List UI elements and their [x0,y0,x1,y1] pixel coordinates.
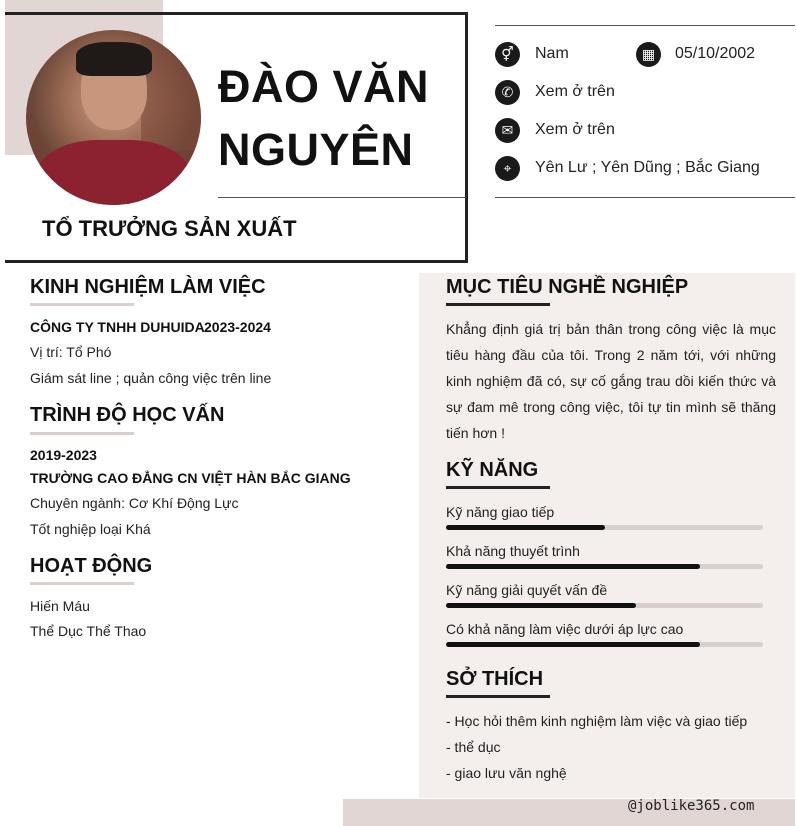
education-major: Chuyên ngành: Cơ Khí Động Lực [30,495,239,511]
education-underline [30,432,134,435]
contact-address: Yên Lư ; Yên Dũng ; Bắc Giang [535,159,760,176]
experience-underline [30,303,134,306]
skill-bar-fill [446,525,605,530]
skill-label: Khả năng thuyết trình [446,543,580,559]
skill-bar-fill [446,642,700,647]
name-line-2: NGUYÊN [218,124,414,175]
experience-description: Giám sát line ; quản công việc trên line [30,370,272,386]
name-divider [218,197,466,198]
activity-item: Thể Dục Thể Thao [30,623,147,639]
contact-divider-bottom [495,197,795,198]
objective-text: Khẳng định giá trị bản thân trong công việc là mục tiêu hàng đầu của tôi. Trong 2 năm tới, với những kinh nghiệm đã có, sự cố gắng trau dồi kiến thức và sự đam mê trong công việc, tôi tự tin mình sẽ thăng tiến hơn ! [446,321,776,441]
skill-bar [446,564,763,569]
education-title: TRÌNH ĐỘ HỌC VẤN [30,404,225,426]
experience-title: KINH NGHIỆM LÀM VIỆC [30,276,266,298]
skill-label: Kỹ năng giải quyết vấn đề [446,582,608,598]
skill-bar-fill [446,603,636,608]
hobby-item: - Học hỏi thêm kinh nghiệm làm việc và giao tiếp [446,713,748,729]
contact-birthday: 05/10/2002 [675,45,756,62]
education-school: TRƯỜNG CAO ĐẲNG CN VIỆT HÀN BẮC GIANG [30,470,351,486]
hobby-item: - giao lưu văn nghệ [446,765,567,781]
calendar-icon: ▦ [636,42,661,67]
location-icon: ⌖ [495,156,520,181]
objective-title: MỤC TIÊU NGHỀ NGHIỆP [446,276,689,298]
job-title: TỔ TRƯỞNG SẢN XUẤT [42,216,297,241]
objective-underline [446,303,550,306]
mail-icon: ✉ [495,118,520,143]
experience-period: 2023-2024 [204,319,271,335]
footer-watermark: @joblike365.com [628,798,755,814]
activities-underline [30,582,134,585]
hobbies-underline [446,695,550,698]
contact-phone: Xem ở trên [535,83,615,100]
candidate-name [218,55,429,181]
phone-icon: ✆ [495,80,520,105]
experience-company: CÔNG TY TNHH DUHUIDA [30,319,205,335]
skill-label: Kỹ năng giao tiếp [446,504,555,520]
activity-item: Hiến Máu [30,598,90,614]
contact-email: Xem ở trên [535,121,615,138]
name-line-1: ĐÀO VĂN [218,61,430,112]
contact-divider-top [495,25,795,26]
education-grade: Tốt nghiệp loại Khá [30,521,151,537]
experience-position: Vị trí: Tổ Phó [30,344,112,360]
gender-icon: ⚥ [495,42,520,67]
skill-bar [446,642,763,647]
avatar [26,30,201,205]
education-period: 2019-2023 [30,447,97,463]
activities-title: HOẠT ĐỘNG [30,555,153,577]
skill-bar [446,525,763,530]
contact-gender: Nam [535,45,569,62]
skill-label: Có khả năng làm việc dưới áp lực cao [446,621,684,637]
hobbies-title: SỞ THÍCH [446,668,544,690]
skill-bar-fill [446,564,700,569]
skills-title: KỸ NĂNG [446,459,539,481]
hobby-item: - thể dục [446,739,501,755]
skill-bar [446,603,763,608]
skills-underline [446,486,550,489]
